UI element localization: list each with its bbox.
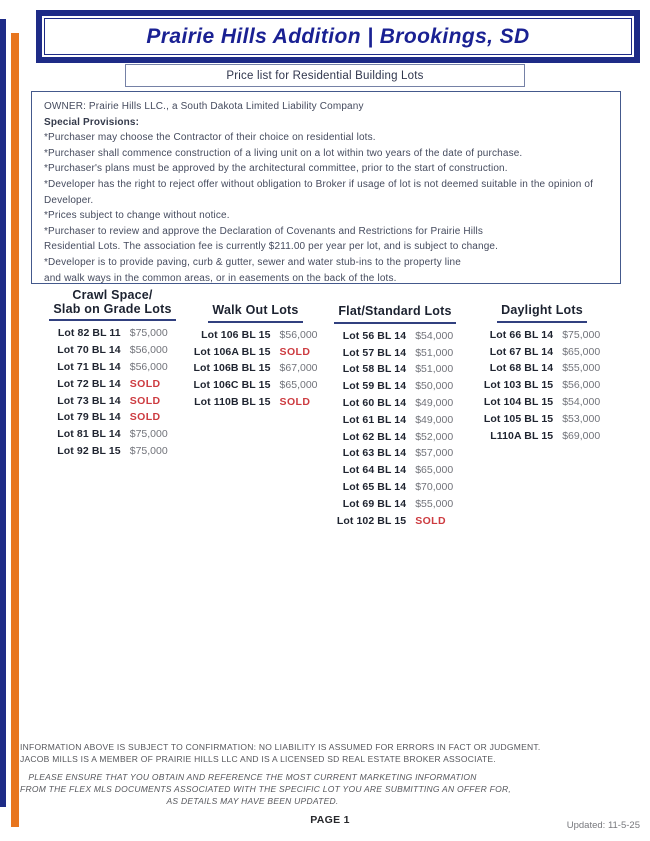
provision-line: *Purchaser to review and approve the Declaration of Covenants and Restrictions for Prairie Hills [44,225,484,237]
lot-price: $75,000 [129,428,168,441]
footer-disclaimer [20,741,541,807]
lot-label: Lot 57 BL 14 [342,346,407,359]
lot-label: Lot 67 BL 14 [489,345,554,358]
lot-table-title [49,289,175,321]
lot-label: Lot 82 BL 11 [57,327,121,340]
lot-sold-status: SOLD [129,394,161,407]
special-provisions-lines [44,130,608,286]
lot-price: $70,000 [415,481,454,494]
lot-sold-status: SOLD [129,377,161,390]
lot-label: Lot 104 BL 15 [483,396,554,409]
lot-price: $51,000 [415,346,454,359]
lot-price: $56,000 [562,379,601,392]
lot-label: L110A BL 15 [490,429,554,442]
lot-label: Lot 71 BL 14 [57,360,121,373]
provision-line: *Developer has the right to reject offer without obligation to Broker if usage of lot is not deemed suitable in the opinion of [44,178,594,190]
lot-price: $69,000 [562,429,601,442]
lot-table-rows [325,328,465,530]
lot-table-flat-standard [325,302,465,529]
lot-table-title [334,305,455,324]
lot-table-daylight [472,301,612,444]
lot-label: Lot 59 BL 14 [342,380,407,393]
lot-label: Lot 69 BL 14 [342,497,407,510]
lot-label: Lot 63 BL 14 [342,447,407,460]
disclaimer-line: INFORMATION ABOVE IS SUBJECT TO CONFIRMATION: NO LIABILITY IS ASSUMED FOR ERRORS IN FACT OR JUDGMENT. [20,742,541,752]
lot-label: Lot 73 BL 14 [57,394,121,407]
special-provisions-box [31,91,621,284]
lot-price: $49,000 [415,413,454,426]
lot-price: $49,000 [415,397,454,410]
confirmation-disclaimer [20,741,541,765]
lot-label: Lot 106 BL 15 [201,328,271,341]
lot-price: $57,000 [415,447,454,460]
lot-label: Lot 61 BL 14 [342,413,407,426]
lot-sold-status: SOLD [129,411,161,424]
lot-label: Lot 105 BL 15 [483,412,554,425]
provision-line: and walk ways in the common areas, or in easements on the back of the lots. [44,272,397,284]
lot-price: $55,000 [562,362,601,375]
disclaimer-line: PLEASE ENSURE THAT YOU OBTAIN AND REFERENCE THE MOST CURRENT MARKETING INFORMATION [28,772,477,782]
lot-table-rows [183,327,328,411]
lot-label: Lot 110B BL 15 [194,396,271,409]
lot-table-title [208,304,302,323]
lot-label: Lot 106C BL 15 [193,379,271,392]
lot-table-rows [472,327,612,445]
lot-price: $52,000 [415,430,454,443]
lot-table-title-line: Walk Out Lots [212,303,299,317]
lot-table-crawl-space [25,289,200,459]
lot-price: $65,000 [279,379,318,392]
special-provisions-heading: Special Provisions: [44,116,140,128]
provision-line: Residential Lots. The association fee is currently $211.00 per year per lot, and is subject to change. [44,241,499,253]
lot-table-title-line: Flat/Standard Lots [338,304,452,318]
provision-line: *Purchaser may choose the Contractor of their choice on residential lots. [44,132,376,144]
lot-label: Lot 106A BL 15 [193,345,271,358]
lot-label: Lot 81 BL 14 [57,428,121,441]
page-title: Prairie Hills Addition | Brookings, SD [146,24,530,48]
lot-label: Lot 56 BL 14 [342,329,407,342]
marketing-disclaimer [20,771,511,807]
lot-label: Lot 58 BL 14 [342,363,407,376]
lot-table-walk-out [183,301,328,410]
lot-label: Lot 102 BL 15 [336,514,407,527]
title-banner-inner-frame [44,18,632,55]
lot-sold-status: SOLD [415,514,446,527]
disclaimer-line: FROM THE FLEX MLS DOCUMENTS ASSOCIATED WITH THE SPECIFIC LOT YOU ARE SUBMITTING AN OFFER FOR, [20,784,511,794]
lot-price: $53,000 [562,412,601,425]
lot-price: $67,000 [279,362,318,375]
lot-table-rows [25,325,200,459]
lot-label: Lot 72 BL 14 [57,377,121,390]
provision-line: *Purchaser's plans must be approved by the architectural committee, prior to the start of construction. [44,163,508,175]
lot-label: Lot 79 BL 14 [57,411,121,424]
lot-price: $75,000 [129,444,168,457]
lot-table-title-line: Slab on Grade Lots [53,301,172,316]
updated-date: Updated: 11-5-25 [566,820,640,831]
lot-label: Lot 103 BL 15 [483,379,554,392]
subtitle-box [125,64,525,87]
lot-label: Lot 60 BL 14 [342,397,407,410]
lot-label: Lot 65 BL 14 [342,481,407,494]
lot-price: $75,000 [129,327,168,340]
lot-price: $56,000 [129,360,168,373]
page-number: PAGE 1 [310,814,350,826]
owner-line: OWNER: Prairie Hills LLC., a South Dakota Limited Liability Company [44,101,364,112]
lot-label: Lot 66 BL 14 [489,328,554,341]
lot-price: $65,000 [415,464,454,477]
lot-label: Lot 64 BL 14 [342,464,407,477]
page-subtitle: Price list for Residential Building Lots [226,69,424,82]
lot-label: Lot 68 BL 14 [489,362,554,375]
disclaimer-line: JACOB MILLS IS A MEMBER OF PRAIRIE HILLS LLC AND IS A LICENSED SD REAL ESTATE BROKER ASSOCIATE. [20,754,496,764]
title-banner [36,10,640,63]
lot-table-title-line: Daylight Lots [501,303,583,317]
lot-sold-status: SOLD [279,396,311,409]
lot-price: $51,000 [415,363,454,376]
lot-label: Lot 106B BL 15 [193,362,271,375]
provision-line: *Developer is to provide paving, curb & gutter, sewer and water stub-ins to the property line [44,256,461,268]
provision-line: *Purchaser shall commence construction of a living unit on a lot within two years of the date of purchase. [44,147,523,159]
lot-price: $55,000 [415,497,454,510]
lot-price: $56,000 [129,344,168,357]
lot-price: $54,000 [562,396,601,409]
lot-price: $75,000 [562,328,601,341]
lot-price: $50,000 [415,380,454,393]
lot-label: Lot 70 BL 14 [57,344,121,357]
lot-label: Lot 92 BL 15 [57,444,121,457]
lot-price: $65,000 [562,345,601,358]
provision-line: Developer. [44,194,94,206]
left-accent-bar-orange [11,33,19,827]
lot-table-title [497,304,587,323]
left-accent-bar-blue [0,19,6,807]
lot-price: $56,000 [279,328,318,341]
disclaimer-line: AS DETAILS MAY HAVE BEEN UPDATED. [166,796,339,806]
provision-line: *Prices subject to change without notice. [44,210,230,222]
lot-label: Lot 62 BL 14 [342,430,407,443]
lot-price: $54,000 [415,329,454,342]
lot-table-title-line: Crawl Space/ [72,288,153,302]
lot-sold-status: SOLD [279,345,311,358]
